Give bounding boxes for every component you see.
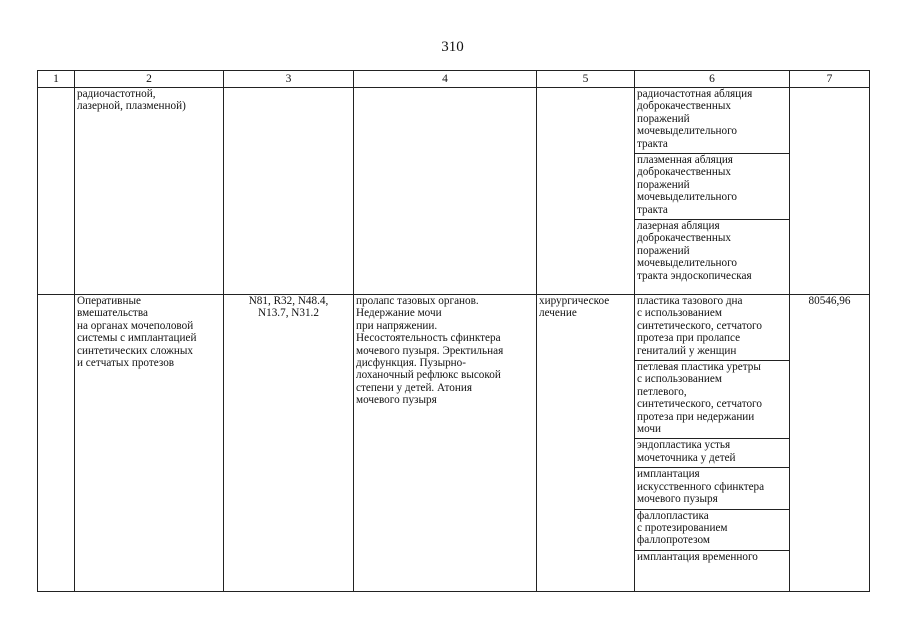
treatment-type: хирургическое лечение — [539, 295, 610, 320]
header-col-5: 5 — [537, 71, 635, 88]
row2-col6 — [635, 295, 790, 592]
procedure-list — [635, 295, 789, 563]
header-col-3: 3 — [224, 71, 354, 88]
procedure-item: эндопластика устья мочеточника у детей — [635, 439, 789, 468]
cost-value: 80546,96 — [808, 295, 851, 307]
row2-col1 — [38, 295, 75, 592]
procedure-item: радиочастотная абляция доброкачественных поражений мочевыделительного тракта — [635, 88, 789, 154]
procedure-item: имплантация искусственного сфинктера мочевого пузыря — [635, 468, 789, 509]
procedure-item: петлевая пластика уретры с использованием петлевого, синтетического, сетчатого протеза при недержании мочи — [635, 361, 789, 439]
table-row — [38, 295, 870, 592]
row1-col2 — [75, 88, 224, 295]
procedure-list — [635, 88, 789, 282]
row1-col1 — [38, 88, 75, 295]
row2-col4 — [354, 295, 537, 592]
row1-col6 — [635, 88, 790, 295]
header-row — [38, 71, 870, 88]
row1-col7 — [790, 88, 870, 295]
row2-col7 — [790, 295, 870, 592]
procedure-item: имплантация временного — [637, 550, 758, 563]
procedure-item: фаллопластика с протезированием фаллопротезом — [635, 510, 789, 551]
method-name: Оперативные вмешательства на органах мочеполовой системы с имплантацией синтетических сложных и сетчатых протезов — [77, 295, 197, 370]
diagnosis-text: пролапс тазовых органов. Недержание мочи при напряжении. Несостоятельность сфинктера мочевого пузыря. Эректильная дисфункция. Пузырно- лоханочный рефлюкс высокой степени у детей. Атония мочевого пузыря — [356, 295, 504, 407]
table-row — [38, 88, 870, 295]
procedure-item: плазменная абляция доброкачественных поражений мочевыделительного тракта — [635, 154, 789, 220]
row1-col3 — [224, 88, 354, 295]
row1-col5 — [537, 88, 635, 295]
header-col-7: 7 — [790, 71, 870, 88]
row1-col4 — [354, 88, 537, 295]
page-number: 310 — [441, 39, 464, 55]
row2-col5 — [537, 295, 635, 592]
row2-col3 — [224, 295, 354, 592]
header-col-4: 4 — [354, 71, 537, 88]
table-bottom-border — [38, 591, 870, 592]
services-table — [37, 70, 870, 592]
icd-codes: N81, R32, N48.4, N13.7, N31.2 — [248, 295, 329, 320]
procedure-item: пластика тазового дна с использованием синтетического, сетчатого протеза при пролапсе гениталий у женщин — [635, 295, 789, 361]
header-col-1: 1 — [38, 71, 75, 88]
method-name: радиочастотной, лазерной, плазменной) — [77, 88, 186, 113]
procedure-item: лазерная абляция доброкачественных поражений мочевыделительного тракта эндоскопическая — [637, 220, 752, 282]
header-col-2: 2 — [75, 71, 224, 88]
header-col-6: 6 — [635, 71, 790, 88]
row2-col2 — [75, 295, 224, 592]
